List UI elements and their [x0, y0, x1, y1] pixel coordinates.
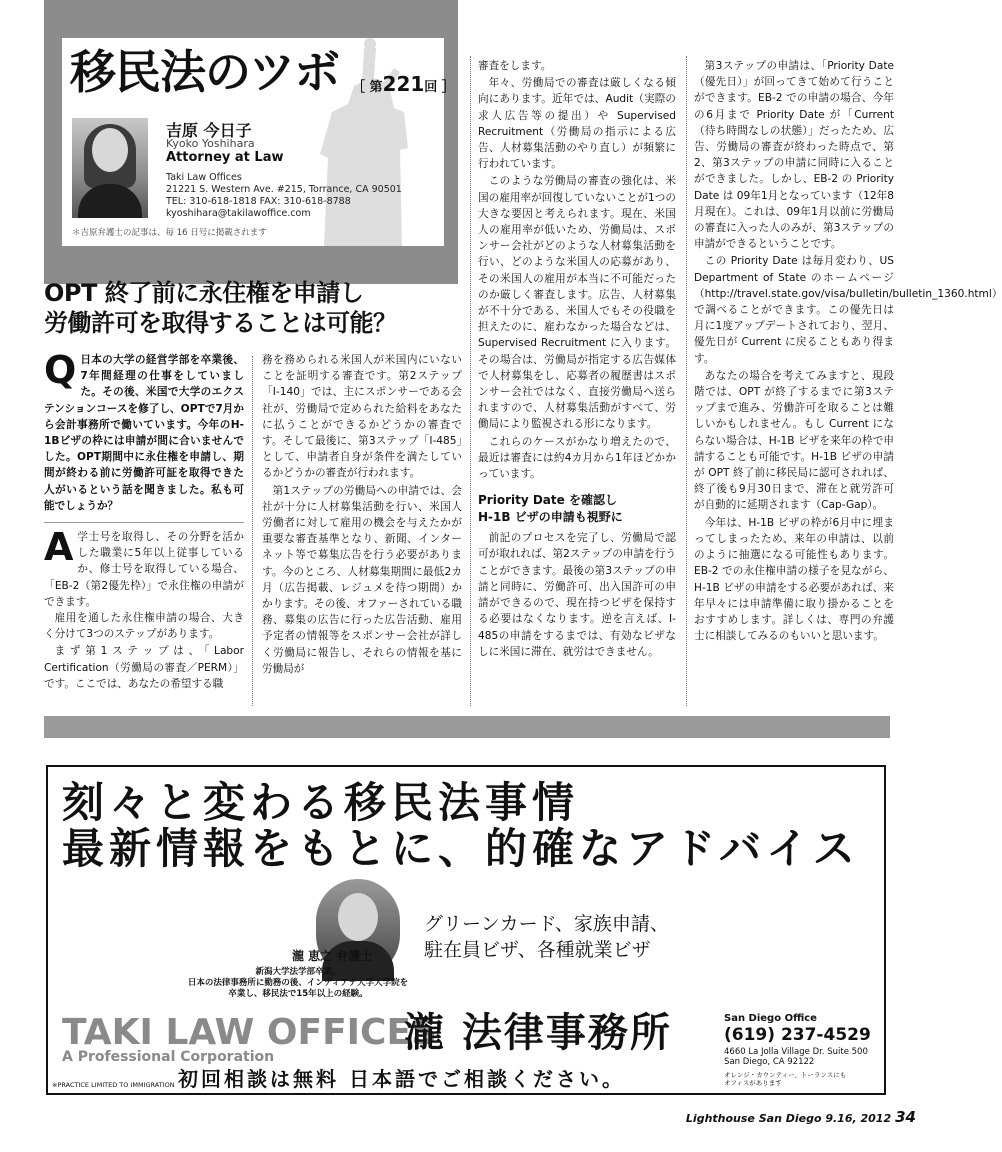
column-divider: [470, 56, 471, 706]
section-divider-band: [44, 716, 890, 738]
author-name-roman: Kyoko Yoshihara: [166, 137, 255, 150]
answer-paragraph: 学士号を取得し、その分野を活かした職業に5年以上従事しているか、修士号を取得している場合、「EB-2（第2優先枠）」で永住権の申請ができます。: [44, 531, 244, 608]
author-name: 吉原 今日子: [166, 121, 252, 140]
column-note: ＊吉原弁護士の記事は、毎 16 日号に掲載されます: [72, 228, 267, 238]
answer-paragraph: 前記のプロセスを完了し、労働局で認可が取れれば、第2ステップの申請を行うことができます。最後の第3ステップの申請と同時に、労働許可、出入国許可の申請ができるので、現在持つビザを保持する必要はなくなります。逆を言えば、I-485の申請をするまでは、有効なビザなしに米国に滞在、就労はできません。: [478, 532, 676, 658]
answer-paragraph: 務を務められる米国人が米国内にいないことを証明する審査です。第2ステップ「I-140」では、主にスポンサーである会社が、労働局で定められた給料をあなたに払うことができるかどうかの審査です。そして最後に、第3ステップ「I-485」として、申請者自身が条件を満たしているかどうかの審査が行われます。: [262, 354, 462, 480]
office-phone[interactable]: (619) 237-4529: [724, 1025, 871, 1045]
answer-paragraph: これらのケースがかなり増えたので、最近は審査には約4カ月から1年ほどかかっています。: [478, 435, 676, 481]
office-email[interactable]: kyoshihara@takilawoffice.com: [166, 208, 311, 219]
practice-note: ※PRACTICE LIMITED TO IMMIGRATION: [52, 1081, 175, 1089]
publication-name: Lighthouse San Diego 9.16, 2012: [685, 1112, 892, 1125]
firm-subtitle: A Professional Corporation: [62, 1049, 275, 1065]
answer-paragraph: 雇用を通した永住権申請の場合、大きく分けて3つのステップがあります。: [44, 612, 244, 641]
author-contact: [166, 172, 402, 220]
column-divider: [686, 56, 687, 706]
question-text: 日本の大学の経営学部を卒業後、7年間経理の仕事をしていました。その後、米国で大学のエクステンションコースを修了し、OPTで7月から会計事務所で働いています。今年のH-1Bビザの枠には申請が間に合いませんでした。OPT期間中に永住権を申請し、期間が終わる前に労働許可証を取得できた人がいるという話を聞きました。私も可能でしょうか？: [44, 354, 244, 512]
ad-headline: 刻々と変わる移民法事情: [62, 778, 580, 827]
answer-paragraph: 年々、労働局での審査は厳しくなる傾向にあります。近年では、Audit（実際の求人広告等の提出）や Supervised Recruitment（労働局の指示による広告、人材募集活動のやり直し）が頻繁に行われています。: [478, 77, 676, 171]
article-column-1: [44, 348, 244, 693]
column-divider: [252, 356, 253, 706]
firm-name-japanese: 瀧 法律事務所: [404, 1010, 672, 1056]
answer-paragraph: 第3ステップの申請は、「Priority Date（優先日）」が回ってきて始めて行うことができます。EB-2 での申請の場合、今年の6月まで Priority Date が「Current（待ち時間なしの状態）」だったため、広告、労働局の審査が終わった時点で、第2、第3ステップの申請に同時に入ることができました。しかし、EB-2 の Priority Date は 09年1月となっています（12年8月現在）。これは、09年1月以前に労働局の審査に入った人のみが、第3ステップの申請ができるということです。: [694, 60, 894, 251]
answer-paragraph: このような労働局の審査の強化は、米国の雇用率が回復していないことが1つの大きな要因と考えられます。現在、米国人の雇用率が低いため、労働局は、スポンサー会社がどのような人材募集活動を行い、どのような米国人の応募があり、その米国人の雇用が本当に不可能だったのか厳しく審査します。広告、人材募集が不十分である、米国人でもその役職を担えたのに、雇わなかった場合などは、Supervised Recruitment に入ります。その場合は、労働局が指定する広告媒体で人材募集をし、応募者の履歴書はスポンサー会社ではなく、直接労働局へ送られますので、人材募集活動がすべて、労働局により監視される形になります。: [478, 175, 676, 431]
ad-headline: 最新情報をもとに、的確なアドバイス: [62, 824, 860, 873]
law-office-advertisement: [46, 765, 886, 1095]
issue-number: ［ 第221回 ］: [352, 72, 455, 96]
author-photo: [72, 118, 148, 218]
answer-paragraph: この Priority Date は毎月変わり、US Department of State のホームページ（http://travel.state.gov/visa/bulletin/bulletin_1360.html）で調べることができます。この優先日は月に1度アップデートされており、翌月、優先日が Current に戻ることもあり得ます。: [694, 255, 1002, 365]
answer-block: [44, 525, 244, 610]
office-label: San Diego Office: [724, 1013, 817, 1024]
answer-paragraph: 今年は、H-1B ビザの枠が6月中に埋まってしまったため、来年の申請は、以前のように抽選になる可能性もあります。EB-2 での永住権申請の様子を見ながら、H-1B ビザの申請をする必要があれば、来年早々には申請準備に取り掛かることをおすすめします。詳しくは、専門の弁護士に相談してみるのもいいと思います。: [694, 516, 894, 643]
section-subheading: Priority Date を確認し H-1B ビザの申請も視野に: [478, 493, 623, 525]
answer-paragraph: 第1ステップの労働局への申請では、会社が十分に人材募集活動を行い、米国人労働者に対して雇用の機会を与えたかが重要な審査基準となり、新聞、インターネット等で募集広告を行う必要があります。今のところ、人材募集期間に最低2カ月（広告掲載、レジュメを待つ期間）かかります。その後、オファーされている職務、募集の広告に行った広告活動、雇用予定者の情報等をスポンサー会社が詳しく労働局に報告し、それらの情報を基に労働局が: [262, 484, 462, 675]
divider: [44, 522, 244, 523]
consultation-note: 初回相談は無料 日本語でご相談ください。: [178, 1067, 625, 1091]
answer-paragraph: まず第1ステップは、「Labor Certification（労働局の審査／PERM）」です。ここでは、あなたの希望する職: [44, 645, 244, 690]
office-name: Taki Law Offices: [166, 172, 242, 183]
attorney-bio: 新潟大学法学部卒業。 日本の法律事務所に勤務の後、インディアナ大学大学院を 卒業し、移民法で15年以上の経験。: [187, 967, 409, 999]
page-footer: [686, 1108, 916, 1126]
other-offices-note: オレンジ・カウンティー、トーランスにも オフィスがあります: [724, 1071, 847, 1087]
answer-paragraph: 審査をします。: [478, 60, 552, 72]
office-address: 4660 La Jolla Village Dr. Suite 500 San Diego, CA 92122: [724, 1047, 868, 1067]
author-title: Attorney at Law: [166, 150, 284, 165]
column-title: 移民法のツボ: [70, 45, 340, 99]
answer-paragraph: あなたの場合を考えてみますと、現段階では、OPT が終了するまでに第3ステップまで進み、労働許可を取ることは難しいかもしれません。もし Current にならない場合は、H-1B ビザを来年の枠で申請することも可能です。H-1B ビザの申請が OPT 終了前に移民局に認可されれば、終了後も9月30日まで、滞在と就労許可が自動的に延期されます（Cap-Gap）。: [694, 369, 894, 512]
column-header: [62, 38, 455, 246]
article-column-2: [262, 352, 462, 678]
article-column-4: [694, 58, 1002, 645]
office-address: 21221 S. Western Ave. #215, Torrance, CA 90501: [166, 184, 402, 195]
question-letter: Q: [44, 348, 77, 392]
question-block: [44, 348, 244, 514]
page-number: 34: [895, 1108, 916, 1126]
ad-services: グリーンカード、家族申請、 駐在員ビザ、各種就業ビザ: [424, 913, 669, 961]
firm-name-english: TAKI LAW OFFICES: [62, 1012, 437, 1053]
office-phone: TEL: 310-618-1818 FAX: 310-618-8788: [166, 196, 351, 207]
answer-letter: A: [44, 525, 74, 570]
attorney-name: 瀧 恵之 弁護士: [292, 949, 373, 963]
article-headline: OPT 終了前に永住権を申請し 労働許可を取得することは可能？: [44, 279, 397, 337]
article-column-3: [478, 58, 676, 661]
